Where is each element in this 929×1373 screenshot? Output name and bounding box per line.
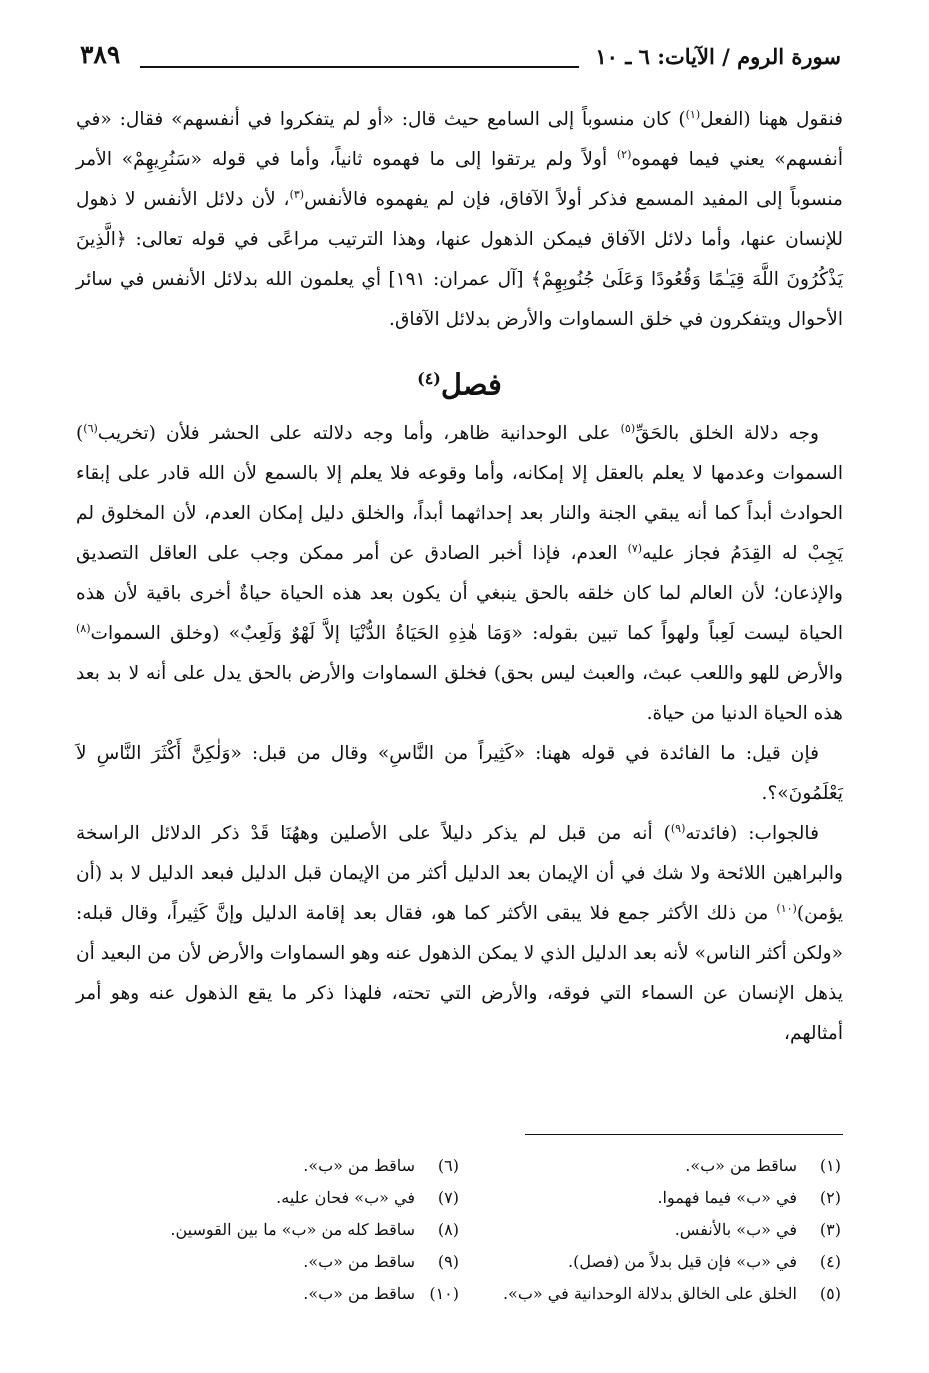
footnote-number: (٤): [819, 1252, 841, 1271]
footnote-number: (٣): [819, 1220, 841, 1239]
footnote-number: (٥): [819, 1284, 841, 1303]
paragraph-3: فإن قيل: ما الفائدة في قوله ههنا: «كَثِيراً من النَّاسِ» وقال من قبل: «وَلٰكِنَّ أَكْثَرَ النَّاسِ لاَ يَعْلَمُونَ»؟.: [76, 742, 843, 804]
text-run: فنقول ههنا (الفعل: [700, 109, 843, 130]
footnote-ref-6: (٦): [83, 421, 98, 435]
text-run: ) السموات وعدمها لا يعلم بالعقل إلا إمكانه، وأما وقوعه فلا يعلم إلا بالسمع لأن الله قادر على إبقاء الحوادث أبداً كما أنه يبقي الجنة والنار بعد إحداثهما أبداً، والخلق دليل إمكان العدم، لأن المخلوق لم يَجِبْ له القِدَمُ فجاز عليه: [76, 422, 843, 564]
text-run: ، لأن دلائل الأنفس لا ذهول للإنسان عنها، وأما دلائل الآفاق فيمكن الذهول عنها، وهذا الترتيب مراعًى في قوله تعالى: ﴿الَّذِينَ يَذْكُرُونَ اللَّهَ قِيَـٰمًا وَقُعُودًا وَعَلَىٰ جُنُوبِهِمْ﴾ [آل عمران: ١٩١] أي يعلمون الله بدلائل الأنفس في سائر الأحوال ويتفكرون في خلق السماوات والأرض بدلائل الآفاق.: [76, 189, 843, 330]
paragraph-2: [76, 414, 843, 734]
section-heading-text: فصل: [440, 367, 502, 402]
text-run: والأرض للهو واللعب عبث، والعبث ليس بحق) فخلق السماوات والأرض بالحق يدل على أنه لا بد بعد هذه الحياة الدنيا من حياة.: [76, 662, 843, 724]
text-run: على الوحدانية ظاهر، وأما وجه دلالته على الحشر فلأن (تخريب: [97, 422, 621, 444]
paragraph-4: [76, 814, 843, 1054]
footnote-number: (١٠): [429, 1284, 459, 1303]
footnote: [481, 1214, 841, 1246]
text-run: فالجواب: (فائدته: [685, 822, 819, 844]
footnote: [481, 1182, 841, 1214]
footnote-text: ساقط من «ب».: [303, 1284, 415, 1303]
footnote-number: (٧): [437, 1188, 459, 1207]
footnote: [79, 1150, 459, 1182]
footnote-text: في «ب» فإن قيل بدلاً من (فصل).: [568, 1252, 797, 1271]
footnote: [79, 1214, 459, 1246]
footnote-number: (٩): [437, 1252, 459, 1271]
footnote-text: ساقط من «ب».: [685, 1156, 797, 1175]
footnote-ref-4: (٤): [417, 369, 441, 388]
text-run: من ذلك الأكثر جمع فلا يبقى الأكثر كما هو، فقال بعد إقامة الدليل وإنَّ كَثِيراً، وقال قبله: «ولكن أكثر الناس» لأنه بعد الدليل الذي لا يمكن الذهول عنه وهو السماوات والأرض لأن من البعيد أن يذهل الإنسان عن السماء التي فوقه، والأرض التي تحته، فلهذا ذكر ما يقع الذهول عنه وهو أمر أمثالهم،: [76, 902, 843, 1044]
footnote: [79, 1246, 459, 1278]
footnotes-column-left: [79, 1150, 459, 1310]
footnote-text: ساقط كله من «ب» ما بين القوسين.: [170, 1220, 415, 1239]
footnote-ref-1: (١): [685, 107, 701, 121]
footnotes-column-right: [481, 1150, 841, 1310]
footnote-separator: [525, 1134, 843, 1135]
footnote-ref-2: (٢): [616, 147, 632, 161]
footnote-text: في «ب» فحان عليه.: [276, 1188, 415, 1207]
footnote-text: في «ب» فيما فهموا.: [657, 1188, 797, 1207]
footnote-ref-9: (٩): [670, 821, 686, 835]
page-number: ٣٨٩: [80, 40, 121, 69]
paragraph-1: [76, 100, 843, 340]
footnote: [481, 1278, 841, 1310]
main-text: [76, 100, 843, 1054]
footnote-ref-8: (٨): [76, 621, 91, 635]
footnote-number: (١): [819, 1156, 841, 1175]
footnote: [481, 1150, 841, 1182]
footnote-text: الخلق على الخالق بدلالة الوحدانية في «ب».: [502, 1284, 797, 1303]
footnote-number: (٦): [437, 1156, 459, 1175]
text-run: وجه دلالة الخلق بالحَقِّ: [635, 422, 819, 444]
text-run: ) كان منسوباً إلى السامع حيث قال: «أو لم يتفكروا في أنفسهم» فقال: «في أنفسهم» يعني فيما فهموه: [76, 109, 843, 170]
running-header: [80, 36, 841, 76]
footnote: [79, 1278, 459, 1310]
section-heading: [76, 354, 843, 410]
footnote-number: (٨): [437, 1220, 459, 1239]
footnote-number: (٢): [819, 1188, 841, 1207]
footnote-text: ساقط من «ب».: [303, 1156, 415, 1175]
footnote-text: ساقط من «ب».: [303, 1252, 415, 1271]
header-rule: [140, 66, 579, 68]
footnote: [79, 1182, 459, 1214]
text-run: ) أنه من قبل لم يذكر دليلاً على الأصلين وههُنَا قَدْ ذكر الدلائل الراسخة والبراهين اللائحة ولا شك في أن الإيمان بعد الدليل أكثر من الإيمان قبل الدليل فبعد الدليل لا بد (أن يؤمن): [76, 822, 843, 924]
text-run: أولاً ولم يرتقوا إلى ما فهموه ثانياً، وأما في قوله «سَنُرِيهِمْ» الأمر منسوباً إلى المفيد المسمع فذكر أولاً الآفاق، فإن لم يفهموه فالأنفس: [76, 149, 843, 210]
footnote-ref-7: (٧): [627, 541, 643, 555]
text-run: العدم، فإذا أخبر الصادق عن أمر ممكن وجب على العاقل التصديق والإذعان؛ لأن العالم لما كان خلقه بالحق ينبغي أن يكون بعد هذه الحياة حياةٌ أخرى باقية لأن هذه الحياة ليست لَعِباً ولهواً كما تبين بقوله: «وَمَا هٰذِهِ الحَيَاةُ الدُّنْيَا إلاَّ لَهْوٌ وَلَعِبٌ» (وخلق السموات: [76, 542, 843, 644]
footnote-ref-5: (٥): [620, 421, 636, 435]
footnote-ref-10: (١٠): [776, 901, 797, 915]
footnote: [481, 1246, 841, 1278]
running-title: سورة الروم / الآيات: ٦ ـ ١٠: [585, 44, 841, 69]
footnote-ref-3: (٣): [289, 187, 305, 201]
footnote-text: في «ب» بالأنفس.: [674, 1220, 797, 1239]
